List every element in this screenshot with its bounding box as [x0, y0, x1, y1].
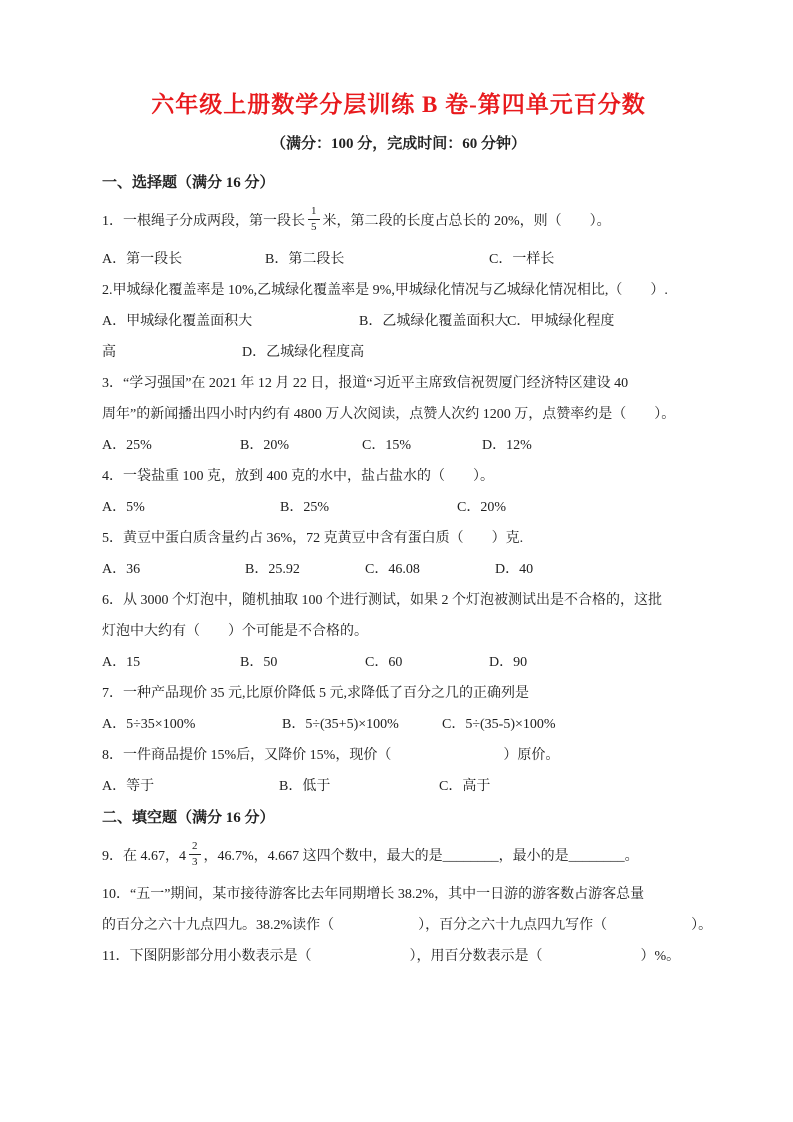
- question-text: 11．下图阴影部分用小数表示是（ ），用百分数表示是（ ）%。: [102, 949, 681, 964]
- question-text: 10．“五一”期间，某市接待游客比去年同期增长 38.2%，其中一日游的游客数占游客总量: [102, 887, 645, 902]
- question-q7-options: [102, 709, 695, 740]
- question-q5-options: [102, 554, 695, 585]
- option: C．5÷(35-5)×100%: [442, 717, 556, 732]
- question-q5-line: [102, 523, 695, 554]
- exam-meta: （满分：100 分，完成时间：60 分钟）: [270, 136, 526, 152]
- option: A．第一段长: [102, 252, 183, 267]
- question-q2-line: [102, 275, 695, 306]
- question-q7-line: [102, 678, 695, 709]
- option: A．36: [102, 562, 141, 577]
- fraction-q9: [189, 840, 201, 869]
- option: B．25.92: [245, 562, 300, 577]
- fraction-numerator: 2: [189, 840, 201, 855]
- question-q4-options: [102, 492, 695, 523]
- option: B．5÷(35+5)×100%: [282, 717, 399, 732]
- option: C．46.08: [365, 562, 420, 577]
- question-q2-options: [102, 306, 695, 337]
- question-text: 灯泡中大约有（ ）个可能是不合格的。: [102, 624, 368, 639]
- question-q8-line: [102, 740, 695, 771]
- option: A．5÷35×100%: [102, 717, 196, 732]
- option: C．15%: [362, 438, 411, 453]
- question-text: 6．从 3000 个灯泡中，随机抽取 100 个进行测试，如果 2 个灯泡被测试出是不合格的，这批: [102, 593, 662, 608]
- question-text: 3．“学习强国”在 2021 年 12 月 22 日，报道“习近平主席致信祝贺厦门经济特区建设 40: [102, 376, 629, 391]
- fraction-denominator: 3: [192, 856, 198, 869]
- option: C．20%: [457, 500, 506, 515]
- question-text: 1．一根绳子分成两段，第一段长: [102, 214, 305, 229]
- question-q6-line: [102, 616, 695, 647]
- option: D．乙城绿化程度高: [242, 345, 365, 360]
- question-q6-options: [102, 647, 695, 678]
- option: B．25%: [280, 500, 329, 515]
- option: B．50: [240, 655, 278, 670]
- question-q9-line: [102, 834, 695, 879]
- option: D．90: [489, 655, 528, 670]
- question-q2-options: [102, 337, 695, 368]
- question-q8-options: [102, 771, 695, 802]
- option: B．20%: [240, 438, 289, 453]
- question-text: 9．在 4.67，4: [102, 849, 186, 864]
- question-q3-line: [102, 368, 695, 399]
- option: B．乙城绿化覆盖面积大: [359, 314, 509, 329]
- question-text: 的百分之六十九点四九。38.2%读作（ ），百分之六十九点四九写作（ ）。: [102, 918, 713, 933]
- question-text: 2.甲城绿化覆盖率是 10%,乙城绿化覆盖率是 9%,甲城绿化情况与乙城绿化情况相比,（ ）.: [102, 283, 668, 298]
- question-q1-options: [102, 244, 695, 275]
- fraction-denominator: 5: [311, 221, 317, 234]
- option: A．15: [102, 655, 141, 670]
- question-q3-line: [102, 399, 695, 430]
- question-q4-line: [102, 461, 695, 492]
- option: A．5%: [102, 500, 145, 515]
- fraction-q1: [308, 205, 320, 234]
- question-q10-line: [102, 879, 695, 910]
- option: C．高于: [439, 779, 491, 794]
- option: A．25%: [102, 438, 152, 453]
- question-text: ，46.7%，4.667 这四个数中，最大的是________，最小的是________。: [203, 849, 639, 864]
- fraction-numerator: 1: [308, 205, 320, 220]
- question-q10-line: [102, 910, 713, 941]
- question-q3-options: [102, 430, 695, 461]
- option: D．12%: [482, 438, 532, 453]
- option: C．一样长: [489, 252, 555, 267]
- exam-content: [102, 167, 713, 972]
- section-heading: 二、填空题（满分 16 分）: [102, 810, 275, 826]
- question-text: 4．一袋盐重 100 克，放到 400 克的水中，盐占盐水的（ ）。: [102, 469, 494, 484]
- question-q1-line: [102, 199, 695, 244]
- option: C．甲城绿化程度: [507, 314, 615, 329]
- question-text: 5．黄豆中蛋白质含量约占 36%，72 克黄豆中含有蛋白质（ ）克.: [102, 531, 524, 546]
- section-heading: 一、选择题（满分 16 分）: [102, 175, 275, 191]
- question-text: 周年”的新闻播出四小时内约有 4800 万人次阅读，点赞人次约 1200 万，点赞率约是（ ）。: [102, 407, 676, 422]
- option: 高: [102, 345, 116, 360]
- page-title: 六年级上册数学分层训练 B 卷-第四单元百分数: [151, 92, 646, 117]
- question-q6-line: [102, 585, 695, 616]
- question-text: 7．一种产品现价 35 元,比原价降低 5 元,求降低了百分之几的正确列是: [102, 686, 529, 701]
- option: A．等于: [102, 779, 155, 794]
- option: B．第二段长: [265, 252, 345, 267]
- option: D．40: [495, 562, 534, 577]
- question-text: 8．一件商品提价 15%后，又降价 15%，现价（ ）原价。: [102, 748, 560, 763]
- option: A．甲城绿化覆盖面积大: [102, 314, 253, 329]
- question-text: 米，第二段的长度占总长的 20%，则（ ）。: [322, 214, 611, 229]
- option: C．60: [365, 655, 403, 670]
- option: B．低于: [279, 779, 331, 794]
- question-q11-line: [102, 941, 695, 972]
